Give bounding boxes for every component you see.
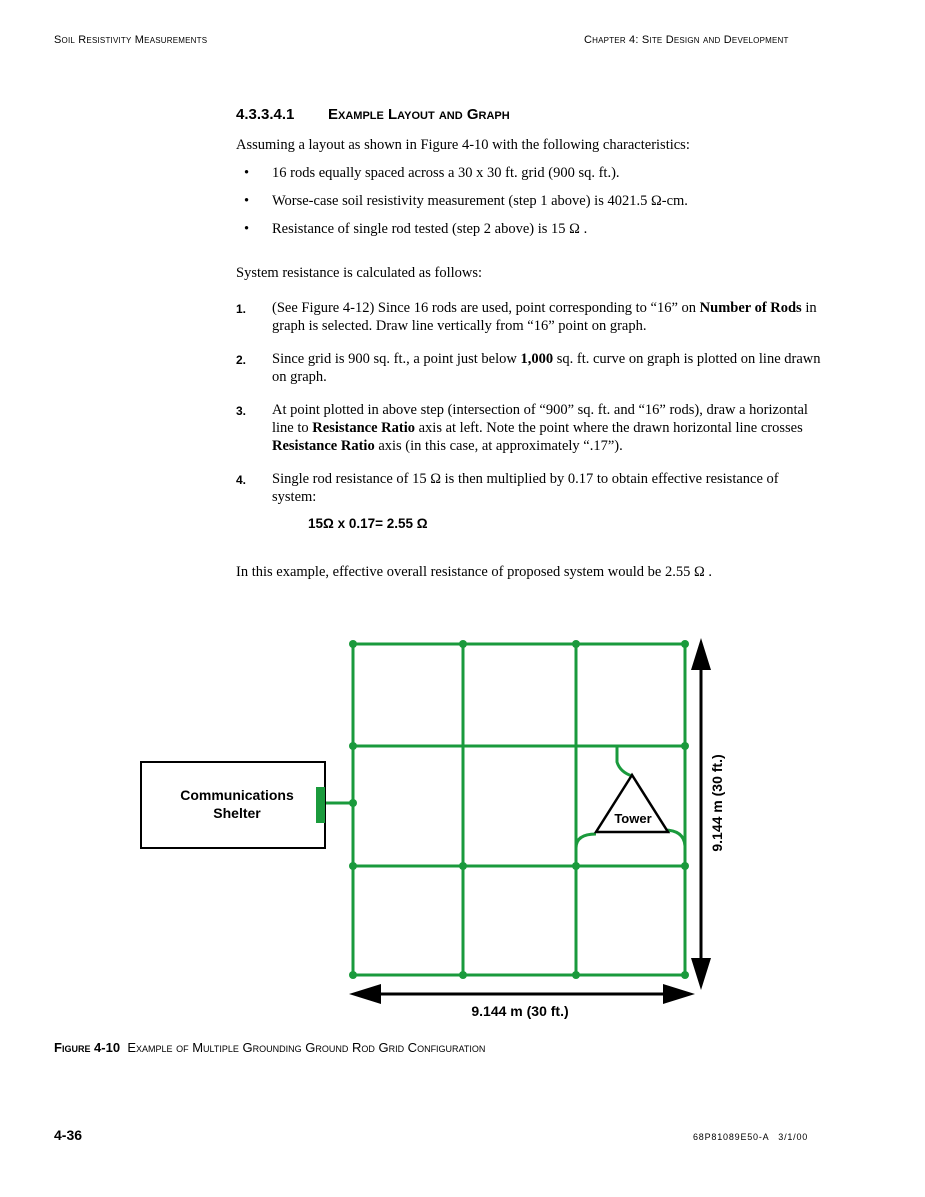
step-text: Since grid is 900 sq. ft., a point just below xyxy=(272,351,521,367)
list-item xyxy=(236,192,688,220)
step-emphasis: Resistance Ratio xyxy=(272,438,375,454)
arrow-down-icon xyxy=(691,958,711,990)
step-text: Single rod resistance of 15 Ω is then multiplied by 0.17 to obtain effective resistance of system: xyxy=(272,471,779,505)
list-item-text: Resistance of single rod tested (step 2 above) is 15 Ω . xyxy=(272,221,588,237)
step-item xyxy=(236,401,826,470)
list-item xyxy=(236,220,688,248)
shelter-label-line1: Communications xyxy=(180,787,294,803)
step-text: (See Figure 4-12) Since 16 rods are used, point corresponding to “16” on xyxy=(272,300,700,316)
step-text: axis at left. Note the point where the drawn horizontal line crosses xyxy=(414,420,803,436)
conclusion-paragraph: In this example, effective overall resistance of proposed system would be 2.55 Ω . xyxy=(236,564,712,580)
ground-rod xyxy=(572,640,580,648)
tower-bond-wire xyxy=(664,830,685,866)
document-id: 68P81089E50-A 3/1/00 xyxy=(693,1132,809,1142)
shelter-ground-bar xyxy=(316,787,325,823)
ground-rod xyxy=(572,971,580,979)
shelter-label-line2: Shelter xyxy=(213,805,261,821)
figure-number: Figure 4-10 xyxy=(54,1040,121,1055)
ground-rod xyxy=(349,742,357,750)
step-number: 4. xyxy=(236,473,247,487)
step-emphasis: Resistance Ratio xyxy=(312,420,415,436)
width-dimension-label: 9.144 m (30 ft.) xyxy=(471,1003,569,1019)
step-text: axis (in this case, at approximately “.17”). xyxy=(374,438,623,454)
page-number: 4-36 xyxy=(54,1127,83,1143)
ground-rod xyxy=(459,971,467,979)
calculation-steps xyxy=(236,299,826,530)
bullet-icon: • xyxy=(244,193,250,209)
figure-caption xyxy=(54,1040,485,1055)
ground-rod xyxy=(349,971,357,979)
ground-rod xyxy=(349,640,357,648)
list-item xyxy=(236,164,688,192)
ground-rod xyxy=(681,742,689,750)
list-item-text: Worse-case soil resistivity measurement (step 1 above) is 4021.5 Ω-cm. xyxy=(272,193,688,209)
ground-rod xyxy=(349,862,357,870)
step-number: 3. xyxy=(236,404,247,418)
step-emphasis: Number of Rods xyxy=(699,300,802,316)
step-number: 1. xyxy=(236,302,247,316)
ground-rod xyxy=(681,640,689,648)
ground-rod xyxy=(459,862,467,870)
tower-bond-wire xyxy=(576,834,596,866)
step-emphasis: 1,000 xyxy=(520,351,554,367)
ground-rod xyxy=(459,640,467,648)
figure-title: Example of Multiple Grounding Ground Rod Grid Configuration xyxy=(127,1040,486,1055)
height-dimension-label: 9.144 m (30 ft.) xyxy=(709,754,725,852)
ground-rod-grid-diagram xyxy=(0,600,925,1030)
list-item-text: 16 rods equally spaced across a 30 x 30 ft. grid (900 sq. ft.). xyxy=(272,165,620,181)
tower-bond-wire xyxy=(617,746,632,776)
step-text: sq. ft. curve on graph is plotted on line drawn on graph. xyxy=(272,351,821,385)
resistance-formula: 15Ω x 0.17= 2.55 Ω xyxy=(308,516,428,531)
step-number: 2. xyxy=(236,353,247,367)
calculation-intro: System resistance is calculated as follows: xyxy=(236,265,483,281)
step-item xyxy=(236,350,826,401)
running-header-right: Chapter 4: Site Design and Development xyxy=(584,34,789,46)
ground-rod xyxy=(681,862,689,870)
intro-paragraph: Assuming a layout as shown in Figure 4-10 with the following characteristics: xyxy=(236,137,690,153)
step-text: in graph is selected. Draw line vertically from “16” point on graph. xyxy=(272,300,817,334)
step-item xyxy=(236,299,826,350)
tower-label: Tower xyxy=(614,811,652,826)
section-heading xyxy=(236,106,510,123)
ground-rod xyxy=(681,971,689,979)
ground-rod xyxy=(349,799,357,807)
section-title: Example Layout and Graph xyxy=(328,106,510,123)
section-number: 4.3.3.4.1 xyxy=(236,106,295,123)
step-text: At point plotted in above step (intersection of “900” sq. ft. and “16” rods), draw a horizontal line to xyxy=(272,402,808,436)
characteristics-list xyxy=(236,164,688,248)
bullet-icon: • xyxy=(244,221,250,237)
arrow-left-icon xyxy=(349,984,381,1004)
bullet-icon: • xyxy=(244,165,250,181)
ground-rod xyxy=(572,862,580,870)
running-header-left: Soil Resistivity Measurements xyxy=(54,34,208,46)
arrow-right-icon xyxy=(663,984,695,1004)
arrow-up-icon xyxy=(691,638,711,670)
